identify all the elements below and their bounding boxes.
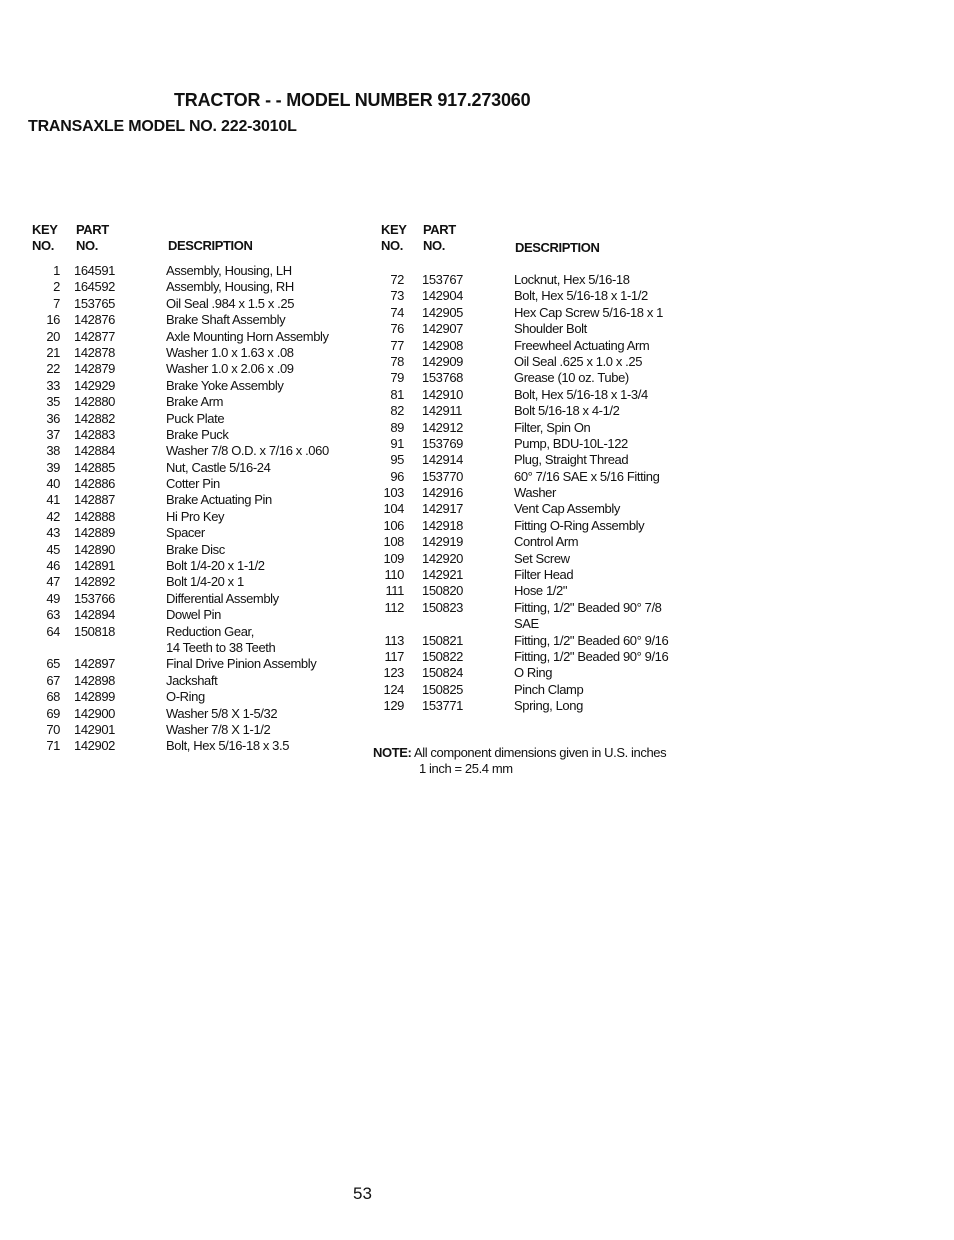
part-number: 142888 xyxy=(74,508,115,524)
part-row xyxy=(28,656,358,672)
part-number: 153771 xyxy=(422,698,463,714)
part-row xyxy=(372,288,702,304)
key-number: 123 xyxy=(383,665,404,681)
part-number: 142911 xyxy=(422,403,463,419)
key-number: 79 xyxy=(390,370,404,386)
part-number: 142908 xyxy=(422,337,463,353)
part-number: 142917 xyxy=(422,501,463,517)
part-description: Locknut, Hex 5/16-18 xyxy=(514,272,630,287)
part-description: Brake Disc xyxy=(166,541,225,557)
part-number: 142929 xyxy=(74,377,115,393)
key-number: 45 xyxy=(46,541,60,557)
part-row xyxy=(28,263,358,279)
part-number: 142894 xyxy=(74,607,115,623)
part-description: Washer 1.0 x 1.63 x .08 xyxy=(166,344,294,360)
key-number: 38 xyxy=(46,443,60,459)
key-number: 89 xyxy=(390,419,404,435)
part-number: 142909 xyxy=(422,353,463,369)
part-number: 142904 xyxy=(422,288,463,304)
part-number: 164591 xyxy=(74,263,115,278)
part-description: Washer 5/8 X 1-5/32 xyxy=(166,705,278,721)
part-description: Pinch Clamp xyxy=(514,681,584,697)
part-description: Puck Plate xyxy=(166,410,225,426)
key-number: 65 xyxy=(46,656,60,672)
part-description: Differential Assembly xyxy=(166,590,279,606)
part-description: Fitting, 1/2" Beaded 90° 7/8 SAE xyxy=(514,599,662,631)
part-number: 142877 xyxy=(74,328,115,344)
key-number: 106 xyxy=(383,517,404,533)
part-description: Grease (10 oz. Tube) xyxy=(514,370,629,386)
part-row xyxy=(372,387,702,403)
key-number: 69 xyxy=(46,705,60,721)
key-number: 76 xyxy=(390,321,404,337)
key-number: 2 xyxy=(53,279,60,295)
part-description: Vent Cap Assembly xyxy=(514,501,620,517)
part-row xyxy=(372,420,702,436)
part-number: 142902 xyxy=(74,738,115,754)
part-description: Cotter Pin xyxy=(166,476,220,492)
part-description: Brake Actuating Pin xyxy=(166,492,272,508)
part-number: 142876 xyxy=(74,312,115,328)
part-row xyxy=(28,329,358,345)
part-number: 153766 xyxy=(74,590,115,606)
part-row xyxy=(372,583,702,599)
part-description: Fitting, 1/2" Beaded 90° 9/16 xyxy=(514,649,669,664)
key-number: 111 xyxy=(385,583,404,599)
part-description: Filter, Spin On xyxy=(514,419,591,435)
part-number: 142882 xyxy=(74,410,115,426)
key-number: 46 xyxy=(46,558,60,574)
part-row xyxy=(372,567,702,583)
key-number: 43 xyxy=(46,525,60,541)
part-row xyxy=(28,394,358,410)
part-row xyxy=(372,452,702,468)
part-description: Nut, Castle 5/16-24 xyxy=(166,459,271,475)
key-number: 71 xyxy=(46,738,60,754)
part-row xyxy=(28,591,358,607)
part-description: Hose 1/2" xyxy=(514,583,568,599)
key-number: 63 xyxy=(46,607,60,623)
part-row xyxy=(372,485,702,501)
left-key-header: KEY NO. xyxy=(32,222,58,253)
part-number: 142889 xyxy=(74,525,115,541)
part-row xyxy=(28,427,358,443)
key-number: 112 xyxy=(384,599,404,615)
part-row xyxy=(28,312,358,328)
part-row xyxy=(28,411,358,427)
key-number: 67 xyxy=(46,672,60,688)
key-number: 20 xyxy=(46,328,60,344)
transaxle-model-heading: TRANSAXLE MODEL NO. 222-3010L xyxy=(28,118,297,135)
key-number: 39 xyxy=(46,459,60,475)
part-number: 150821 xyxy=(422,632,463,648)
part-number: 153770 xyxy=(422,468,463,484)
part-number: 142887 xyxy=(74,492,115,508)
key-number: 33 xyxy=(46,377,60,393)
part-row xyxy=(28,689,358,705)
right-key-header: KEY NO. xyxy=(381,222,407,253)
key-number: 74 xyxy=(390,304,404,320)
part-row xyxy=(372,633,702,649)
part-number: 142897 xyxy=(74,656,115,672)
part-number: 142885 xyxy=(74,459,115,475)
part-description: Bolt 1/4-20 x 1 xyxy=(166,574,244,590)
part-description: Brake Arm xyxy=(166,394,224,410)
part-description: Dowel Pin xyxy=(166,607,221,623)
part-row xyxy=(28,624,358,657)
key-number: 124 xyxy=(383,681,404,697)
part-number: 142921 xyxy=(422,567,463,583)
part-description: Spacer xyxy=(166,525,205,541)
part-number: 142900 xyxy=(74,705,115,721)
part-row xyxy=(28,443,358,459)
part-description: Assembly, Housing, LH xyxy=(166,263,292,278)
key-number: 41 xyxy=(46,492,60,508)
part-description: Pump, BDU-10L-122 xyxy=(514,435,628,451)
part-description: Washer 7/8 O.D. x 7/16 x .060 xyxy=(166,443,329,459)
part-description: Final Drive Pinion Assembly xyxy=(166,656,317,672)
part-row xyxy=(372,501,702,517)
key-number: 22 xyxy=(46,361,60,377)
part-row xyxy=(372,551,702,567)
part-number: 150823 xyxy=(422,599,463,615)
part-description: O Ring xyxy=(514,665,553,681)
part-row xyxy=(372,698,702,714)
part-description: 60° 7/16 SAE x 5/16 Fitting xyxy=(514,468,660,484)
part-row xyxy=(372,600,702,633)
key-number: 35 xyxy=(46,394,60,410)
part-number: 142899 xyxy=(74,689,115,705)
key-number: 113 xyxy=(384,632,404,648)
part-number: 142890 xyxy=(74,541,115,557)
key-number: 73 xyxy=(390,288,404,304)
part-number: 142901 xyxy=(74,721,115,737)
part-row xyxy=(372,305,702,321)
right-parts-list xyxy=(372,272,702,715)
part-number: 142898 xyxy=(74,672,115,688)
right-description-header: DESCRIPTION xyxy=(515,240,600,255)
part-row xyxy=(28,361,358,377)
part-row xyxy=(28,706,358,722)
key-number: 72 xyxy=(390,272,404,287)
part-row xyxy=(28,738,358,754)
part-row xyxy=(372,354,702,370)
part-row xyxy=(28,345,358,361)
part-number: 142910 xyxy=(422,386,463,402)
key-number: 49 xyxy=(46,590,60,606)
part-row xyxy=(372,518,702,534)
part-description: Washer xyxy=(514,485,556,501)
right-part-header: PART NO. xyxy=(423,222,456,253)
part-number: 150818 xyxy=(74,623,115,639)
key-number: 96 xyxy=(390,468,404,484)
part-row xyxy=(28,607,358,623)
part-row xyxy=(372,469,702,485)
note-label: NOTE: xyxy=(373,745,412,760)
dimensions-note xyxy=(373,745,666,777)
part-number: 142912 xyxy=(422,419,463,435)
part-number: 142879 xyxy=(74,361,115,377)
part-description: Assembly, Housing, RH xyxy=(166,279,294,295)
part-number: 142883 xyxy=(74,426,115,442)
part-number: 142920 xyxy=(422,550,463,566)
part-description: Washer 7/8 X 1-1/2 xyxy=(166,721,271,737)
part-number: 150822 xyxy=(422,649,463,664)
part-description: Brake Yoke Assembly xyxy=(166,377,284,393)
part-description: Jackshaft xyxy=(166,672,218,688)
key-number: 37 xyxy=(46,426,60,442)
part-description: Freewheel Actuating Arm xyxy=(514,337,650,353)
part-row xyxy=(28,296,358,312)
key-number: 36 xyxy=(46,410,60,426)
part-row xyxy=(28,492,358,508)
part-number: 150824 xyxy=(422,665,463,681)
part-number: 142914 xyxy=(422,452,463,468)
part-number: 142919 xyxy=(422,534,463,550)
part-row xyxy=(28,509,358,525)
key-number: 16 xyxy=(46,312,60,328)
note-conversion: 1 inch = 25.4 mm xyxy=(419,761,513,776)
part-number: 142886 xyxy=(74,476,115,492)
part-number: 153768 xyxy=(422,370,463,386)
part-number: 142916 xyxy=(422,485,463,501)
page-number: 53 xyxy=(353,1184,372,1203)
part-description: Bolt, Hex 5/16-18 x 1-1/2 xyxy=(514,288,648,304)
part-row xyxy=(372,649,702,665)
part-row xyxy=(28,542,358,558)
part-number: 153769 xyxy=(422,435,463,451)
part-number: 142918 xyxy=(422,517,463,533)
key-number: 21 xyxy=(46,344,60,360)
part-description: Bolt 1/4-20 x 1-1/2 xyxy=(166,558,265,574)
part-description: Brake Shaft Assembly xyxy=(166,312,286,328)
part-row xyxy=(28,574,358,590)
part-row xyxy=(372,370,702,386)
part-number: 153765 xyxy=(74,295,115,311)
part-description: O-Ring xyxy=(166,689,205,705)
page-title: TRACTOR - - MODEL NUMBER 917.273060 xyxy=(174,90,531,110)
part-row xyxy=(28,460,358,476)
part-row xyxy=(372,665,702,681)
part-row xyxy=(372,682,702,698)
part-number: 164592 xyxy=(74,279,115,295)
key-number: 77 xyxy=(390,337,404,353)
key-number: 40 xyxy=(46,476,60,492)
part-number: 142907 xyxy=(422,321,463,337)
part-description: Fitting O-Ring Assembly xyxy=(514,517,645,533)
part-description: Spring, Long xyxy=(514,698,583,714)
part-row xyxy=(28,558,358,574)
part-number: 142884 xyxy=(74,443,115,459)
part-description: Set Screw xyxy=(514,550,570,566)
part-description: Axle Mounting Horn Assembly xyxy=(166,328,329,344)
part-number: 150820 xyxy=(422,583,463,599)
part-number: 142905 xyxy=(422,304,463,320)
left-parts-list xyxy=(28,263,358,755)
part-number: 142880 xyxy=(74,394,115,410)
key-number: 104 xyxy=(383,501,404,517)
key-number: 70 xyxy=(46,721,60,737)
part-description: Bolt, Hex 5/16-18 x 3.5 xyxy=(166,738,290,754)
part-row xyxy=(372,403,702,419)
part-description: Control Arm xyxy=(514,534,579,550)
part-row xyxy=(28,378,358,394)
key-number: 110 xyxy=(384,567,404,583)
part-row xyxy=(28,476,358,492)
part-description: Brake Puck xyxy=(166,426,229,442)
note-text: All component dimensions given in U.S. inches xyxy=(413,745,667,760)
part-description: Reduction Gear, 14 Teeth to 38 Teeth xyxy=(166,623,276,655)
key-number: 1 xyxy=(53,263,60,278)
key-number: 82 xyxy=(390,403,404,419)
key-number: 109 xyxy=(383,550,404,566)
key-number: 129 xyxy=(383,698,404,714)
part-description: Plug, Straight Thread xyxy=(514,452,629,468)
part-description: Fitting, 1/2" Beaded 60° 9/16 xyxy=(514,632,669,648)
part-number: 150825 xyxy=(422,681,463,697)
part-description: Bolt 5/16-18 x 4-1/2 xyxy=(514,403,620,419)
key-number: 78 xyxy=(390,353,404,369)
part-row xyxy=(372,338,702,354)
left-part-header: PART NO. xyxy=(76,222,109,253)
key-number: 103 xyxy=(383,485,404,501)
part-description: Bolt, Hex 5/16-18 x 1-3/4 xyxy=(514,386,648,402)
key-number: 95 xyxy=(390,452,404,468)
part-description: Shoulder Bolt xyxy=(514,321,587,337)
part-row xyxy=(372,534,702,550)
part-row xyxy=(28,722,358,738)
part-row xyxy=(28,525,358,541)
part-description: Washer 1.0 x 2.06 x .09 xyxy=(166,361,294,377)
key-number: 108 xyxy=(383,534,404,550)
part-number: 142878 xyxy=(74,344,115,360)
key-number: 117 xyxy=(384,649,404,664)
key-number: 91 xyxy=(390,435,404,451)
key-number: 7 xyxy=(53,295,60,311)
part-description: Hi Pro Key xyxy=(166,508,225,524)
part-row xyxy=(28,279,358,295)
key-number: 47 xyxy=(46,574,60,590)
part-row xyxy=(372,272,702,288)
part-row xyxy=(372,436,702,452)
part-description: Oil Seal .625 x 1.0 x .25 xyxy=(514,353,643,369)
part-number: 142891 xyxy=(74,558,115,574)
part-description: Filter Head xyxy=(514,567,574,583)
part-description: Oil Seal .984 x 1.5 x .25 xyxy=(166,295,295,311)
part-row xyxy=(28,673,358,689)
part-row xyxy=(372,321,702,337)
key-number: 68 xyxy=(46,689,60,705)
key-number: 42 xyxy=(46,508,60,524)
part-number: 153767 xyxy=(422,272,463,287)
key-number: 81 xyxy=(390,386,404,402)
part-description: Hex Cap Screw 5/16-18 x 1 xyxy=(514,304,663,320)
key-number: 64 xyxy=(46,623,60,639)
left-description-header: DESCRIPTION xyxy=(168,238,253,253)
part-number: 142892 xyxy=(74,574,115,590)
